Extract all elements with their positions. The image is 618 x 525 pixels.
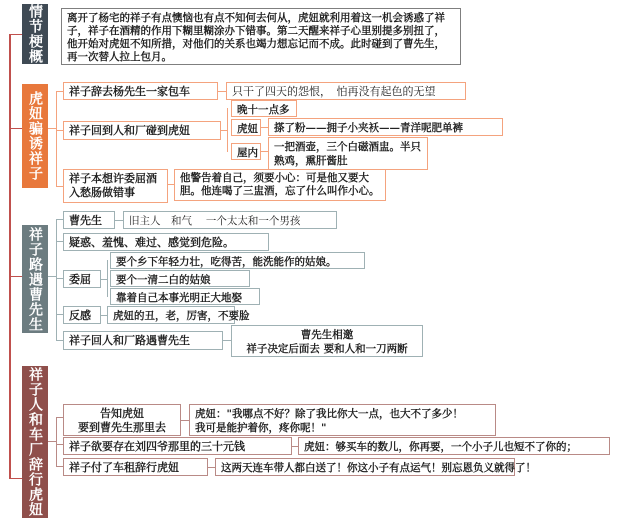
- quit-connector: [56, 417, 57, 467]
- cheat-connector: [56, 91, 57, 186]
- node-huniu-reply: 虎妞："我哪点不好？除了我比你大一点，也大不了多少！ 我可是能护着你，疼你呢！": [189, 404, 496, 436]
- branch-meet: [9, 276, 23, 277]
- node-back-desc: 曹先生相邀 祥子决定后面去 要和人和一刀两断: [231, 325, 423, 357]
- node-back-renhe: 祥子回人和厂路遇曹先生: [63, 331, 223, 350]
- section-quit-title: [22, 366, 48, 518]
- branch-cheat: [9, 128, 23, 129]
- branch-plot: [9, 34, 23, 35]
- plot-title-text: 情节梗概: [27, 4, 43, 64]
- node-drink-desc: 他警告着自己，须要小心：可是他又要大胆。他连喝了三盅酒，忘了什么叫作小心。: [174, 169, 386, 201]
- plot-summary-box: [61, 8, 461, 65]
- node-inform: 告知虎妞 要到曹先生那里去: [63, 404, 181, 436]
- node-disgust: 反感: [63, 306, 101, 324]
- node-drink: 祥子本想许委屈酒入愁肠做错事: [63, 169, 168, 203]
- plot-summary-text: 离开了杨宅的祥子有点懊恼也有点不知何去何从，虎妞就利用着这一机会诱惑了祥子，祥子在酒精的作用下糊里糊涂办下错事。第二天醒来祥子心里别提多别扭了，他开始对虎妞不知所措，对他们的关系也竭力想忘记而不成。此时碰到了曹先生，再一次替人拉上包月。: [67, 12, 445, 63]
- node-cao: 曹先生: [63, 211, 115, 229]
- node-huniu-label: 虎妞: [231, 119, 261, 136]
- cheat-title-text: 虎妞骗诱祥子: [27, 91, 43, 181]
- node-huniu-desc: 搽了粉——拥子小夹袄——青洋呢肥单裤: [268, 118, 503, 136]
- branch-quit: [9, 478, 23, 479]
- main-spine: [9, 34, 11, 478]
- node-feelings: 疑惑、羞愧、难过、感觉到危险。: [63, 233, 269, 251]
- node-quit-yang: 祥子辞去杨先生一家包车: [63, 82, 218, 100]
- meet-title-text: 祥子路遇曹先生: [27, 226, 43, 332]
- node-room-desc: 一把酒壶，三个白磁酒盅。半只熟鸡，熏肝酱肚: [268, 137, 428, 170]
- node-cao-desc: 旧主人 和气 一个太太和一个男孩: [123, 211, 337, 229]
- node-meet-huniu: 祥子回到人和厂碰到虎妞: [63, 121, 221, 140]
- node-money-reply: 虎妞：够买车的数儿，你再要，一个小子儿也短不了你的；: [298, 437, 610, 455]
- section-plot-title: [22, 4, 48, 64]
- node-wronged-3: 靠着自己本事光明正大地娶: [110, 288, 260, 305]
- node-disgust-desc: 虎妞的丑，老，厉害，不要脸: [107, 306, 235, 324]
- node-wronged-2: 要个一清二白的姑娘: [110, 270, 250, 287]
- node-room-label: 屋内: [231, 143, 261, 160]
- node-time: 晚十一点多: [231, 100, 297, 117]
- node-wronged: 委屈: [63, 270, 101, 288]
- section-cheat-title: [22, 84, 48, 188]
- node-fare: 祥子付了车租辞行虎妞: [63, 458, 208, 476]
- node-quit-yang-note: 只干了四天的怨恨， 怕再没有起色的无望: [226, 82, 466, 100]
- node-money: 祥子欲要存在刘四爷那里的三十元钱: [63, 437, 292, 455]
- node-wronged-1: 要个乡下年轻力壮，吃得苦，能洗能作的姑娘。: [110, 252, 365, 269]
- quit-title-text: 祥子人和车厂辞行虎妞: [27, 367, 43, 517]
- meet-connector: [56, 219, 57, 340]
- node-fare-reply: 这两天连车带人都白送了！你这小子有点运气！别忘恩负义就得了！: [215, 458, 515, 476]
- section-meet-title: [22, 225, 48, 333]
